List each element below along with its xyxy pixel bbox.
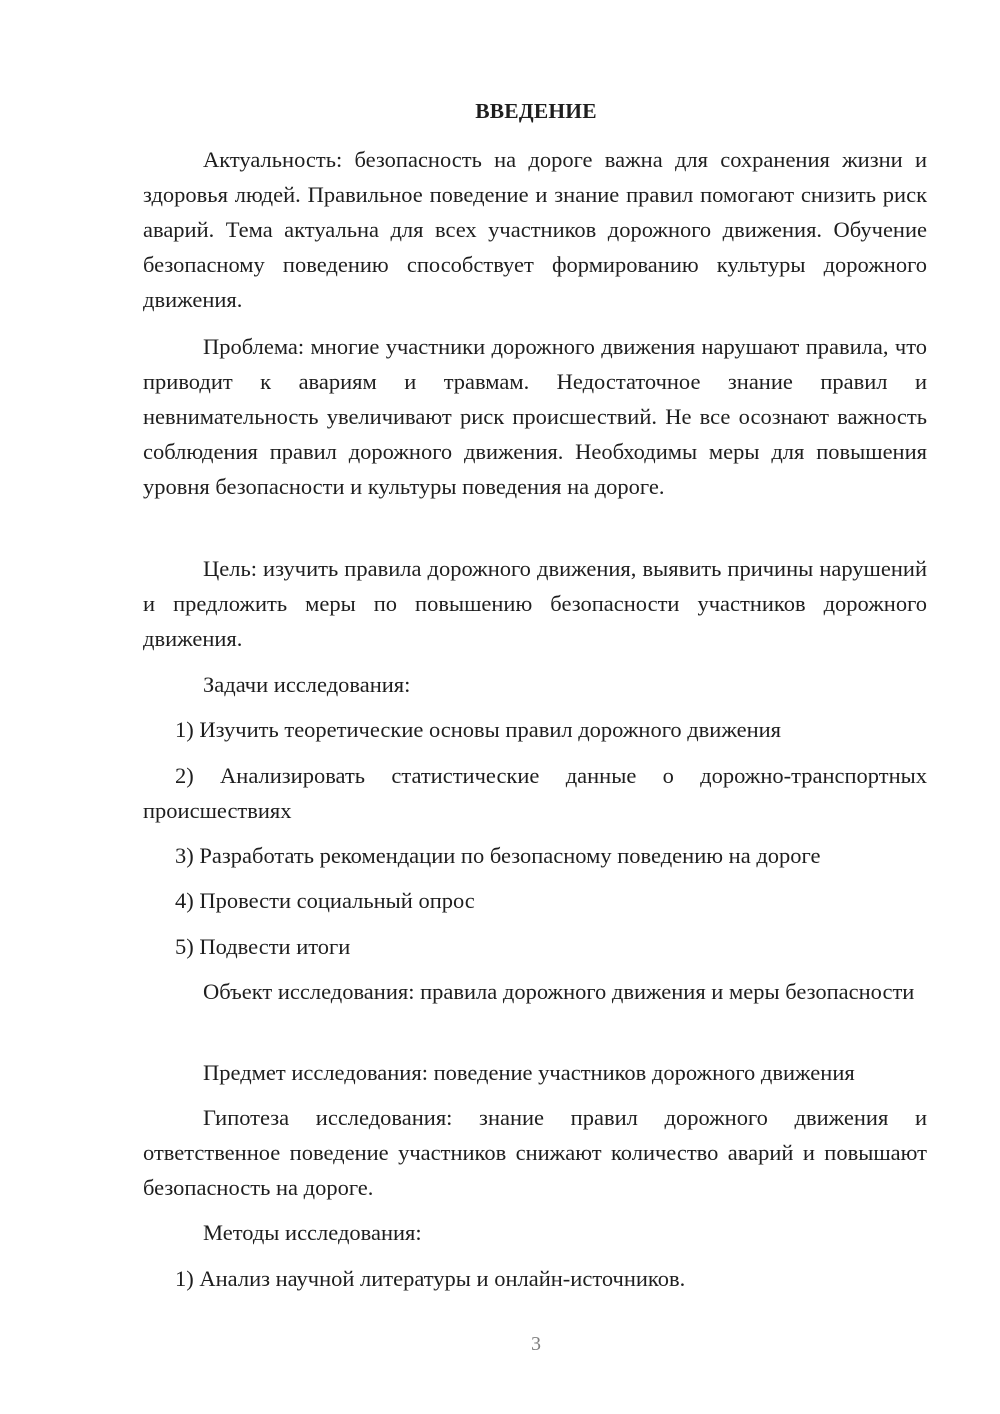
task-item-4: 4) Провести социальный опрос xyxy=(175,888,475,913)
task-item-5: 5) Подвести итоги xyxy=(175,934,351,959)
page-number: 3 xyxy=(531,1333,541,1355)
relevance-paragraph: Актуальность: безопасность на дороге важна для сохранения жизни и здоровья людей. Правильное поведение и знание правил помогают снизить риск аварий. Тема актуальна для всех участников дорожного движения. Обучение безопасному поведению способствует формированию культуры дорожного движения. xyxy=(143,147,927,312)
task-item-1: 1) Изучить теоретические основы правил дорожного движения xyxy=(175,717,782,742)
goal-paragraph: Цель: изучить правила дорожного движения, выявить причины нарушений и предложить меры по повышению безопасности участников дорожного движения. xyxy=(143,556,927,651)
page-title: ВВЕДЕНИЕ xyxy=(475,99,597,123)
tasks-heading: Задачи исследования: xyxy=(203,672,411,697)
subject-paragraph: Предмет исследования: поведение участников дорожного движения xyxy=(203,1060,855,1085)
problem-paragraph: Проблема: многие участники дорожного движения нарушают правила, что приводит к авариям и травмам. Недостаточное знание правил и невнимательность увеличивают риск происшествий. Не все осознают важность соблюдения правил дорожного движения. Необходимы меры для повышения уровня безопасности и культуры поведения на дороге. xyxy=(143,334,927,499)
task-item-3: 3) Разработать рекомендации по безопасному поведению на дороге xyxy=(175,843,821,868)
method-item-1: 1) Анализ научной литературы и онлайн-источников. xyxy=(175,1266,686,1291)
hypothesis-paragraph: Гипотеза исследования: знание правил дорожного движения и ответственное поведение участников снижают количество аварий и повышают безопасность на дороге. xyxy=(143,1105,927,1200)
task-item-2: 2) Анализировать статистические данные о дорожно-транспортных происшествиях xyxy=(143,763,927,823)
methods-heading: Методы исследования: xyxy=(203,1220,422,1245)
object-paragraph: Объект исследования: правила дорожного движения и меры безопасности xyxy=(203,979,915,1004)
